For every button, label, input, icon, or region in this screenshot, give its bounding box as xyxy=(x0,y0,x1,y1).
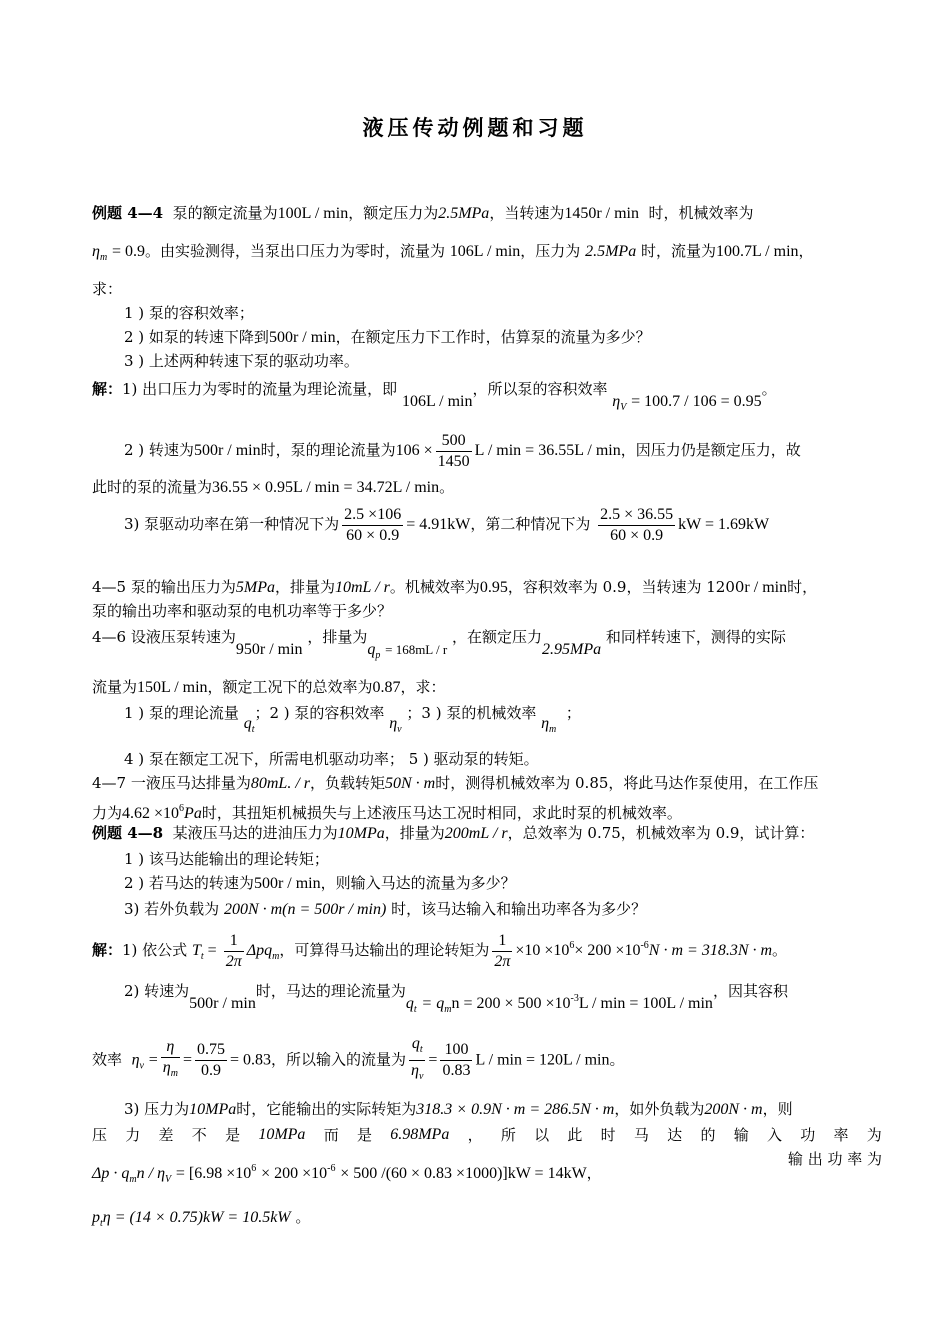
p46-line-2: 流量为150L / min，额定工况下的总效率为0.87，求： xyxy=(92,678,446,696)
p46-line-3: 1 ) 泵的理论流量 $q_t$；2 ) 泵的容积效率 $\eta_v$ ；3 ) 泵的机械效率 $\eta_m$ ； xyxy=(124,704,581,735)
ex44-solution-3: 3) 泵驱动功率在第一种情况下为 $\frac{2.5 \times 106}{60 \times 0.9}$ = 4.91kW，第二种情况下为 $\frac{2.5 \times 36.55}{60 \times 0.9}$ kW = 1.69kW xyxy=(124,505,770,544)
fraction: $\frac{500}{1450}$ xyxy=(437,431,470,470)
ex44-line-1: 例题 4—4 泵的额定流量为100L / min，额定压力为2.5MPa，当转速为1450r / min 时，机械效率为 xyxy=(92,204,754,222)
ex44-question-3: 3 ) 上述两种转速下泵的驱动功率。 xyxy=(124,352,359,370)
ex48-line-1: 例题 4—8 某液压马达的进油压力为10MPa，排量为200mL / r，总效率为 0.75，机械效率为 0.9，试计算： xyxy=(92,824,815,842)
solution-label: 解： xyxy=(92,380,123,398)
p46-line-1: 4—6 设液压泵转速为950r / min ，排量为$q_p = 168mL / r$ ，在额定压力2.95MPa 和同样转速下，测得的实际 xyxy=(92,628,786,661)
ex44-solution-2b: 此时的泵的流量为36.55 × 0.95L / min = 34.72L / min。 xyxy=(92,478,455,496)
solution-label: 解： xyxy=(92,941,123,959)
ex48-solution-3c: $\Delta p \cdot q_mn / \eta_V = [6.98 \times 10^6 \times 200 \times 10^{-6} \times 500$ /(60 × 0.83 ×1000)]kW = 14kW， 输 出 功 率 为 xyxy=(92,1150,882,1185)
p46-line-4: 4 ) 泵在额定工况下，所需电机驱动功率； 5 ) 驱动泵的转矩。 xyxy=(124,750,539,768)
ex48-solution-2b: 效率 $\eta_v$ = $\frac{\eta}{\eta_m}$ = $\frac{0.75}{0.9}$ = 0.83，所以输入的流量为 $\frac{q_t}{\eta_v}$ = $\frac{100}{0.83}$ L / min = 120L / min。 xyxy=(92,1034,625,1089)
p47-line-1: 4—7 一液压马达排量为80mL. / r，负载转矩50N · m时，测得机械效率为 0.85，将此马达作泵使用，在工作压 xyxy=(92,774,819,792)
fraction: $\frac{1}{2\pi}$ xyxy=(225,931,242,970)
ex48-solution-2: 2) 转速为500r / min时，马达的理论流量为$q_t = q_mn = 200 \times 500 \times 10^{-3}L / \min = 100L / \min$，因其容积 xyxy=(124,982,788,1015)
ex44-ask: 求： xyxy=(92,280,123,298)
ex44-question-2: 2 ) 如泵的转速下降到500r / min，在额定压力下工作时，估算泵的流量为多少？ xyxy=(124,328,651,346)
fraction: $\frac{0.75}{0.9}$ xyxy=(196,1041,225,1079)
ex44-heading: 例题 4—4 xyxy=(92,204,164,222)
ex44-question-1: 1 ) 泵的容积效率； xyxy=(124,304,254,322)
fraction: $\frac{1}{2\pi}$ xyxy=(494,931,511,970)
p45-line-1: 4—5 泵的输出压力为5MPa，排量为10mL / r。机械效率为0.95，容积效率为 0.9，当转速为 1200r / min时， xyxy=(92,578,818,596)
ex48-question-3: 3) 若外负载为 200N · m(n = 500r / min) 时，该马达输入和输出功率各为多少？ xyxy=(124,900,647,918)
p45-line-2: 泵的输出功率和驱动泵的电机功率等于多少？ xyxy=(92,602,393,620)
ex48-solution-3d: $p_t\eta = (14 \times 0.75)kW = 10.5kW$ 。 xyxy=(92,1208,311,1229)
ex48-solution-3b: 压 力 差 不 是 10MPa 而 是 6.98MPa ， 所 以 此 时 马 达 的 输 入 功 率 为 xyxy=(92,1126,882,1144)
ex48-solution-1: 解：1) 依公式 $T_t$ = $\frac{1}{2\pi}$ Δpq$_m$，可算得马达输出的理论转矩为 $\frac{1}{2\pi}$ $\times 10 \times 10^6\times 200 \times 10^{-6}N \cdot m = 318.3N \cdot m$。 xyxy=(92,931,788,970)
ex44-solution-1: 解：1) 出口压力为零时的流量为理论流量，即 106L / min，所以泵的容积效率 $\eta_V = 100.7 / 106 = 0.95$。 xyxy=(92,380,777,413)
fraction: $\frac{\eta}{\eta_m}$ xyxy=(162,1038,178,1079)
ex48-heading: 例题 4—8 xyxy=(92,824,164,842)
p47-line-2: 力为$4.62 \times 10^6Pa$时，其扭矩机械损失与上述液压马达工况时相同，求此时泵的机械效率。 xyxy=(92,803,682,822)
ex44-solution-2: 2 ) 转速为500r / min时，泵的理论流量为106 × $\frac{500}{1450}$ L / min = 36.55L / min，因压力仍是额定压力，故 xyxy=(124,431,801,470)
fraction: $\frac{q_t}{\eta_v}$ xyxy=(411,1035,424,1082)
page-title: 液压传动例题和习题 xyxy=(362,115,588,140)
ex48-question-1: 1 ) 该马达能输出的理论转矩； xyxy=(124,850,329,868)
fraction: $\frac{2.5 \times 106}{60 \times 0.9}$ xyxy=(344,505,402,544)
ex48-question-2: 2 ) 若马达的转速为500r / min，则输入马达的流量为多少？ xyxy=(124,874,516,892)
ex48-solution-3: 3) 压力为10MPa时，它能输出的实际转矩为318.3 × 0.9N · m = 286.5N · m，如外负载为200N · m，则 xyxy=(124,1100,793,1118)
fraction: $\frac{100}{0.83}$ xyxy=(442,1041,471,1079)
fraction: $\frac{2.5 \times 36.55}{60 \times 0.9}$ xyxy=(600,505,674,544)
ex44-line-2: $\eta_m = 0.9$。由实验测得，当泵出口压力为零时，流量为 106L / min，压力为 2.5MPa 时，流量为100.7L / min， xyxy=(92,242,814,263)
